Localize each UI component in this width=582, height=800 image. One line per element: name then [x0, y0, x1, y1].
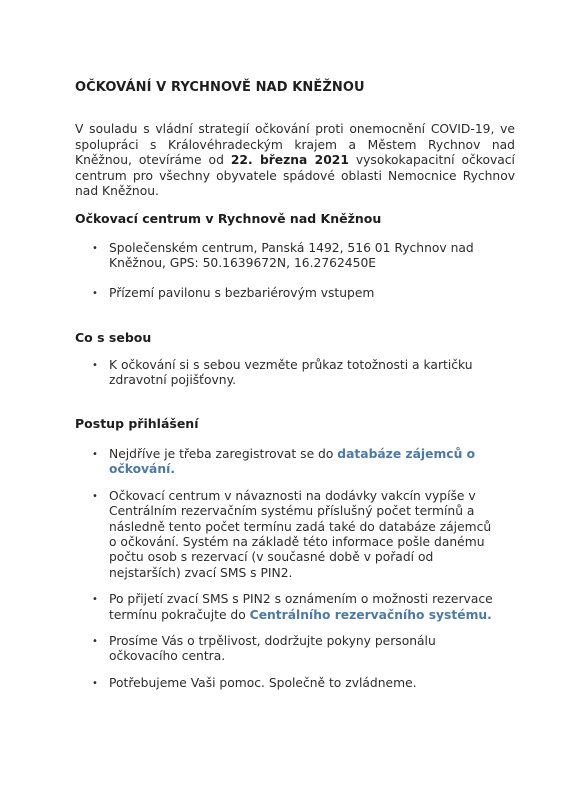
- bullet: •: [92, 287, 98, 299]
- patience-text: Prosíme Vás o trpělivost, dodržujte pokyny personálu očkovacího centra.: [109, 634, 436, 664]
- heading-signup-procedure: Postup přihlášení: [75, 416, 199, 431]
- intro-text-end: vysokokapacitní očkovací centrum pro všechny obyvatele spádové oblasti Nemocnice Rychnov nad Kněžnou.: [75, 153, 515, 198]
- page-title: OČKOVÁNÍ V RYCHNOVĚ NAD KNĚŽNOU: [75, 80, 365, 95]
- bullet: •: [92, 449, 98, 460]
- list-item-patience: [0, 634, 499, 665]
- bullet: •: [92, 594, 98, 606]
- list-item-access: [0, 286, 499, 301]
- list-item-reservation: [0, 592, 499, 623]
- reservation-text: Po přijetí zvací SMS s PIN2 s oznámením o možnosti rezervace termínu pokračujte do: [109, 592, 493, 622]
- bring-list: [0, 358, 499, 389]
- process-text: Očkovací centrum v návaznosti na dodávky vakcín vypíše v Centrálním rezervačním systému příslušný počet termínů a následně tento počet termínu zadá také do databáze zájemců o očkování. Systém na základě této informace pošle danému počtu osob s rezervací (v současné době v pořadí od nejstarších) zvací SMS s PIN2.: [109, 488, 492, 580]
- bullet: •: [92, 677, 98, 689]
- heading-what-to-bring: Co s sebou: [75, 330, 152, 345]
- center-info-list: [0, 241, 499, 301]
- address-text: Společenském centrum, Panská 1492, 516 01 Rychnov nad Kněžnou, GPS: 50.1639672N, 16.2762450E: [109, 241, 474, 271]
- list-item-address: [0, 241, 499, 272]
- list-item-process: [0, 489, 499, 581]
- help-text: Potřebujeme Vaši pomoc. Společně to zvládneme.: [109, 675, 417, 690]
- heading-vaccination-center: Očkovací centrum v Rychnově nad Kněžnou: [75, 211, 382, 226]
- central-reservation-link[interactable]: Centrálního rezervačního systému.: [249, 607, 492, 622]
- bullet: •: [92, 636, 98, 648]
- register-text: Nejdříve je třeba zaregistrovat se do: [109, 447, 338, 461]
- intro-text-start: V souladu s vládní strategií očkování proti onemocnění COVID-19, ve spolupráci s Královéhradeckým krajem a Městem Rychnov nad Kněžnou, otevíráme od: [75, 122, 515, 167]
- list-item-documents: [0, 358, 499, 389]
- list-item-help: [0, 676, 499, 691]
- intro-date: 22. března 2021: [230, 153, 349, 167]
- intro-paragraph: [75, 122, 515, 200]
- documents-text: K očkování si s sebou vezměte průkaz totožnosti a kartičku zdravotní pojišťovny.: [109, 358, 473, 388]
- list-item-register: [0, 447, 499, 478]
- signup-list: [0, 447, 499, 691]
- access-text: Přízemí pavilonu s bezbariérovým vstupem: [109, 285, 375, 300]
- bullet: •: [92, 360, 98, 371]
- interest-database-link[interactable]: databáze zájemců o očkování.: [109, 447, 476, 477]
- bullet: •: [92, 243, 98, 254]
- bullet: •: [92, 490, 98, 502]
